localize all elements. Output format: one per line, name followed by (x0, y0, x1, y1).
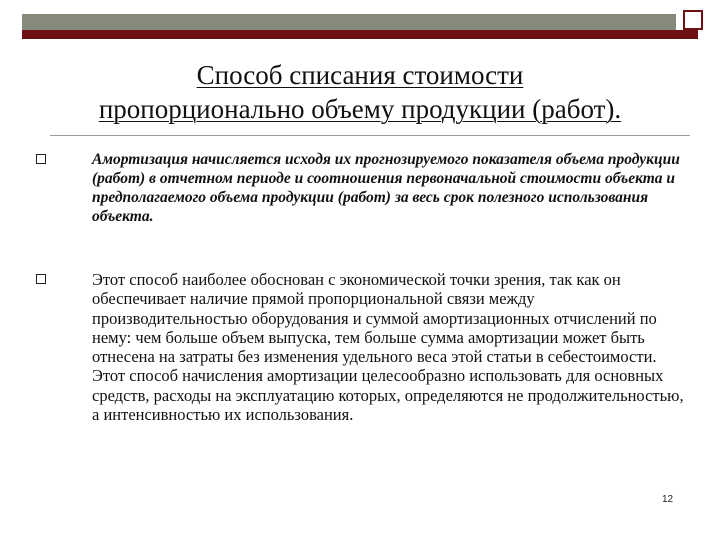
corner-square-decoration (683, 10, 703, 30)
header-bar-gray (22, 14, 676, 30)
slide-title-line-1: Способ списания стоимости (196, 60, 524, 90)
slide-title (30, 58, 690, 126)
bullet-text: Амортизация начисляется исходя их прогнозируемого показателя объема продукции (работ) в отчетном периоде и соотношения первоначальной стоимости объекта и предполагаемого объема продукции (работ) за весь срок полезного использования объекта. (92, 151, 680, 225)
header-bar-red (22, 30, 698, 39)
square-bullet-icon (36, 274, 46, 284)
slide-title-line-2: пропорционально объему продукции (работ). (98, 94, 622, 124)
title-divider (50, 135, 690, 136)
bullet-text: Этот способ наиболее обоснован с экономической точки зрения, так как он обеспечивает наличие прямой пропорциональной связи между производительностью оборудования и суммой амортизационных отчислений по нему: чем больше объем выпуска, тем больше сумма амортизации может быть отнесена на затраты без изменения удельного веса этой статьи в себестоимости. Этот способ начисления амортизации целесообразно использовать для основных средств, расходы на эксплуатацию которых, определяются не продолжительностью, а интенсивностью их использования. (92, 270, 684, 425)
page-number: 12 (662, 494, 674, 505)
square-bullet-icon (36, 154, 46, 164)
